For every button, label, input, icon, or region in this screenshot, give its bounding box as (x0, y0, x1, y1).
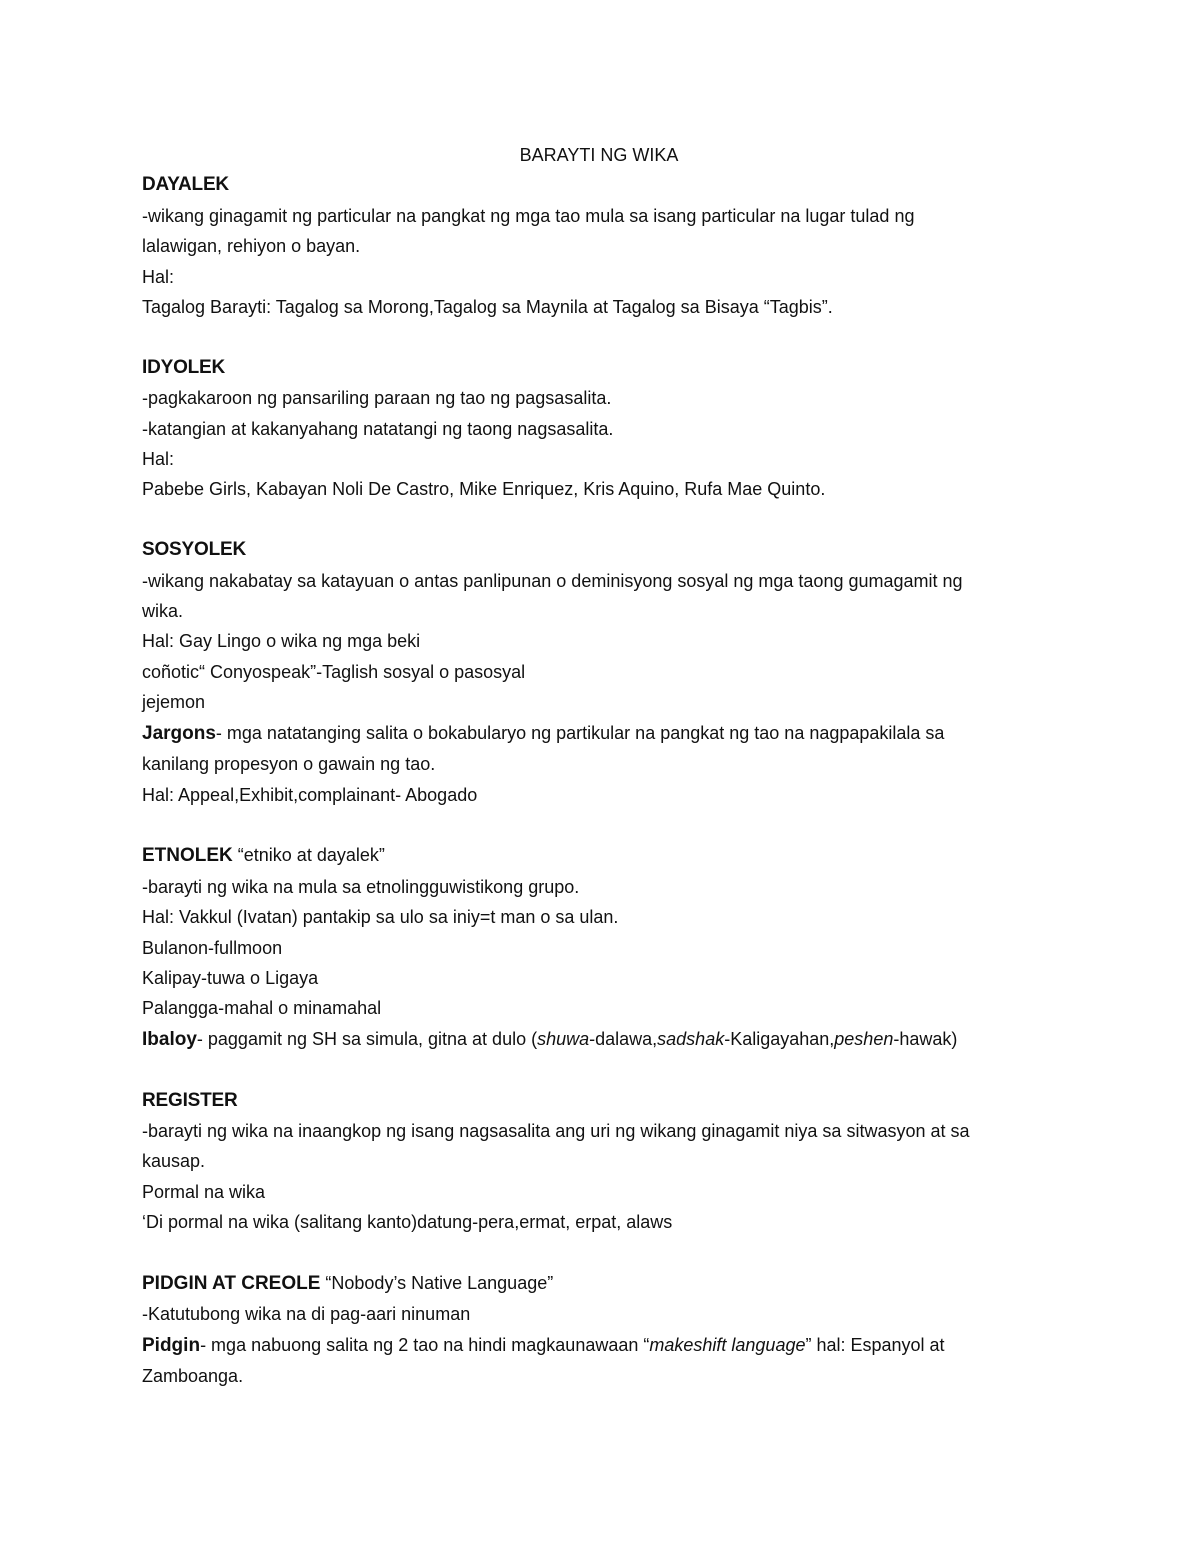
etnolek-example-2: Bulanon-fullmoon (142, 937, 283, 958)
section-sosyolek (142, 535, 1042, 810)
section-heading-pidgin-line (142, 1268, 1042, 1299)
pidgin-heading-note: “Nobody’s Native Language” (320, 1272, 554, 1293)
register-example-1: Pormal na wika (142, 1181, 266, 1202)
idyolek-definition-line-2: -katangian at kakanyahang natatangi ng taong nagsasalita. (142, 418, 614, 439)
section-heading-dayalek: DAYALEK (142, 174, 229, 196)
dayalek-definition-line-1: -wikang ginagamit ng particular na pangkat ng mga tao mula sa isang particular na lugar tulad ng (142, 205, 915, 226)
dayalek-example-label: Hal: (142, 266, 175, 287)
section-register (142, 1086, 1042, 1238)
pidgin-italic-phrase: makeshift language (649, 1334, 806, 1355)
idyolek-definition-line-1: -pagkakaroon ng pansariling paraan ng tao ng pagsasalita. (142, 388, 612, 409)
document-body (142, 140, 1042, 1422)
etnolek-definition: -barayti ng wika na mula sa etnolingguwistikong grupo. (142, 876, 580, 897)
section-pidgin-creole (142, 1268, 1042, 1392)
section-heading-etnolek-line (142, 840, 1042, 871)
section-idyolek (142, 353, 1042, 505)
jargons-example: Hal: Appeal,Exhibit,complainant- Abogado (142, 784, 478, 805)
document-title: BARAYTI NG WIKA (519, 145, 679, 165)
register-definition-line-1: -barayti ng wika na inaangkop ng isang nagsasalita ang uri ng wikang ginagamit niya sa sitwasyon at sa (142, 1120, 970, 1141)
section-heading-pidgin: PIDGIN AT CREOLE (142, 1272, 321, 1294)
ibaloy-text-3: -Kaligayahan, (724, 1028, 835, 1049)
jargons-term: Jargons (142, 722, 216, 744)
etnolek-example-4: Palangga-mahal o minamahal (142, 998, 382, 1019)
ibaloy-line (142, 1024, 1042, 1055)
ibaloy-term: Ibaloy (142, 1028, 197, 1050)
register-example-2: ‘Di pormal na wika (salitang kanto)datung-pera,ermat, erpat, alaws (142, 1212, 673, 1233)
ibaloy-word-1: shuwa (537, 1028, 590, 1049)
sosyolek-example-2: coñotic“ Conyospeak”-Taglish sosyal o pasosyal (142, 661, 526, 682)
etnolek-example-3: Kalipay-tuwa o Ligaya (142, 967, 319, 988)
dayalek-definition-line-2: lalawigan, rehiyon o bayan. (142, 236, 361, 257)
jargons-definition-line-1 (142, 718, 1042, 749)
dayalek-example: Tagalog Barayti: Tagalog sa Morong,Tagalog sa Maynila at Tagalog sa Bisaya “Tagbis”. (142, 297, 833, 318)
idyolek-example-label: Hal: (142, 449, 175, 470)
section-heading-etnolek: ETNOLEK (142, 845, 233, 867)
jargons-definition-line-2: kanilang propesyon o gawain ng tao. (142, 754, 436, 775)
jargons-definition-text: - mga natatanging salita o bokabularyo ng partikular na pangkat ng tao na nagpapakilala sa (215, 722, 945, 743)
pidgin-creole-definition: -Katutubong wika na di pag-aari ninuman (142, 1304, 471, 1325)
etnolek-heading-note: “etniko at dayalek” (232, 845, 385, 866)
ibaloy-text-4: -hawak) (893, 1028, 958, 1049)
sosyolek-definition-line-2: wika. (142, 601, 184, 622)
section-heading-register: REGISTER (142, 1089, 238, 1111)
register-definition-line-2: kausap. (142, 1151, 206, 1172)
ibaloy-text-2: -dalawa, (589, 1028, 658, 1049)
pidgin-term: Pidgin (142, 1334, 201, 1356)
idyolek-example: Pabebe Girls, Kabayan Noli De Castro, Mike Enriquez, Kris Aquino, Rufa Mae Quinto. (142, 479, 826, 500)
sosyolek-example-3: jejemon (142, 692, 206, 713)
section-etnolek (142, 840, 1042, 1055)
section-heading-sosyolek: SOSYOLEK (142, 539, 246, 561)
section-dayalek (142, 170, 1042, 322)
pidgin-text-2: ” hal: Espanyol at (805, 1334, 945, 1355)
pidgin-text-1: - mga nabuong salita ng 2 tao na hindi magkaunawaan “ (200, 1334, 650, 1355)
ibaloy-word-3: peshen (834, 1028, 894, 1049)
section-heading-idyolek: IDYOLEK (142, 356, 226, 378)
ibaloy-text-1: - paggamit ng SH sa simula, gitna at dulo ( (196, 1028, 538, 1049)
etnolek-example-1: Hal: Vakkul (Ivatan) pantakip sa ulo sa iniy=t man o sa ulan. (142, 907, 619, 928)
pidgin-definition-line-1 (142, 1330, 1042, 1361)
pidgin-definition-line-2: Zamboanga. (142, 1366, 244, 1387)
sosyolek-example-1: Hal: Gay Lingo o wika ng mga beki (142, 631, 421, 652)
ibaloy-word-2: sadshak (657, 1028, 725, 1049)
sosyolek-definition-line-1: -wikang nakabatay sa katayuan o antas panlipunan o deminisyong sosyal ng mga taong gumagamit ng (142, 570, 963, 591)
